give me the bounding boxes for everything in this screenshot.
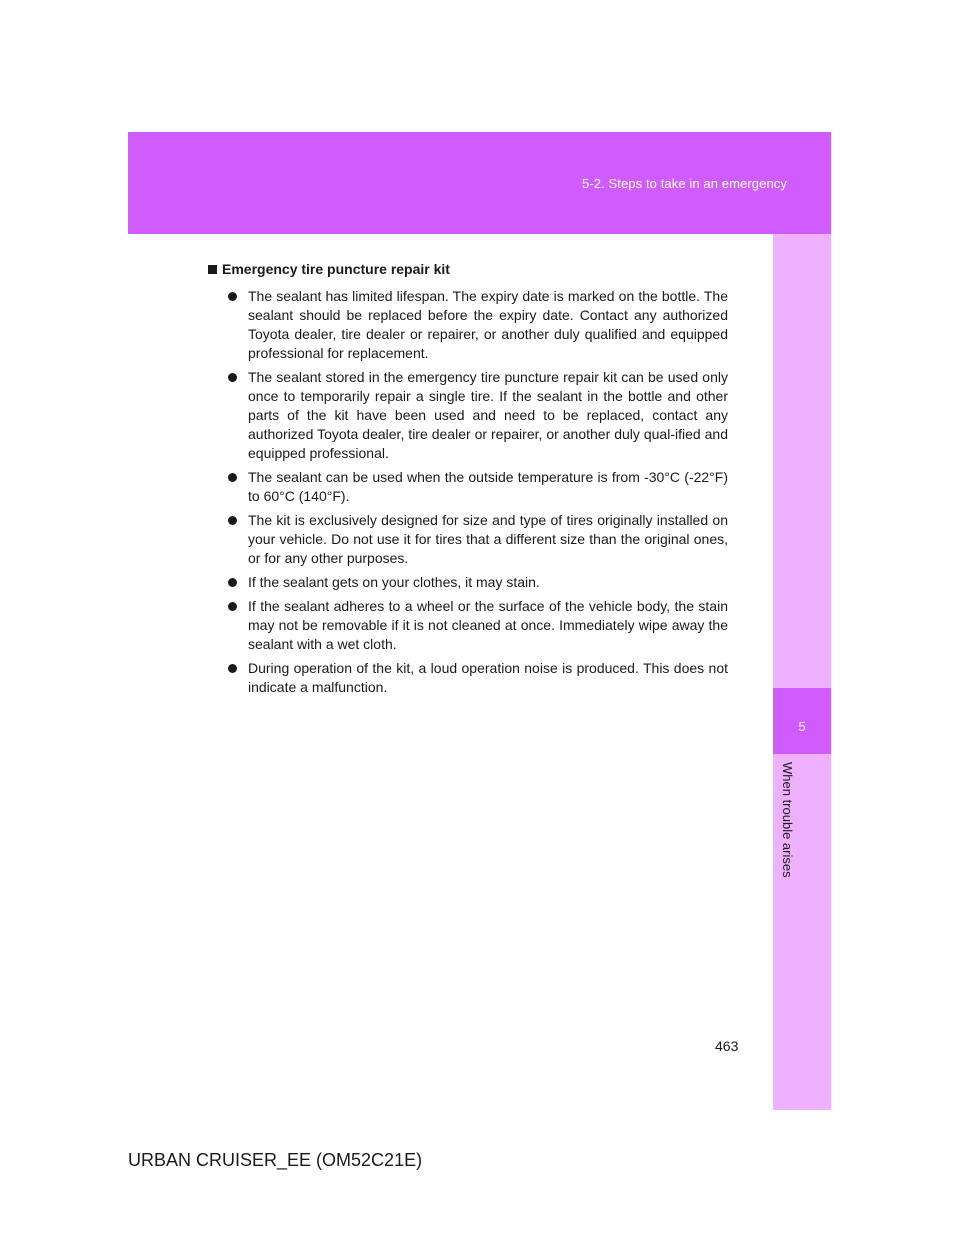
bullet-dot-icon	[228, 516, 237, 525]
header-band	[128, 132, 831, 234]
bullet-dot-icon	[228, 578, 237, 587]
page-content	[208, 258, 728, 702]
list-item-text: The kit is exclusively designed for size and type of tires originally installed on your vehicle. Do not use it for tires that a different size than the original ones, or for any other purposes.	[248, 512, 728, 566]
list-item-text: The sealant has limited lifespan. The expiry date is marked on the bottle. The sealant should be replaced before the expiry date. Contact any authorized Toyota dealer, tire dealer or repairer, or another duly qualified and equipped professional for replacement.	[248, 288, 728, 361]
list-item-text: During operation of the kit, a loud operation noise is produced. This does not indicate a malfunction.	[248, 660, 728, 695]
section-title: 5-2. Steps to take in an emergency	[581, 176, 787, 191]
bullet-dot-icon	[228, 664, 237, 673]
section-heading	[208, 258, 728, 280]
square-bullet-icon	[208, 265, 217, 274]
bullet-dot-icon	[228, 602, 237, 611]
list-item	[208, 597, 728, 654]
bullet-list	[208, 287, 728, 697]
chapter-number: 5	[798, 719, 806, 734]
list-item	[208, 659, 728, 697]
list-item-text: The sealant can be used when the outside temperature is from -30°C (-22°F) to 60°C (140°F).	[248, 469, 728, 504]
list-item-text: If the sealant gets on your clothes, it may stain.	[248, 574, 540, 590]
list-item-text: If the sealant adheres to a wheel or the surface of the vehicle body, the stain may not be removable if it is not cleaned at once. Immediately wipe away the sealant with a wet cloth.	[248, 598, 728, 652]
chapter-side-tab	[773, 234, 831, 1110]
list-item	[208, 573, 728, 592]
bullet-dot-icon	[228, 473, 237, 482]
page-number: 463	[715, 1038, 739, 1054]
chapter-title: When trouble arises	[780, 762, 795, 878]
chapter-number-box	[773, 688, 831, 754]
list-item	[208, 511, 728, 568]
footer-model-code: URBAN CRUISER_EE (OM52C21E)	[128, 1150, 423, 1170]
section-heading-text: Emergency tire puncture repair kit	[222, 261, 450, 277]
list-item	[208, 287, 728, 363]
list-item	[208, 468, 728, 506]
bullet-dot-icon	[228, 292, 237, 301]
bullet-dot-icon	[228, 373, 237, 382]
list-item-text: The sealant stored in the emergency tire puncture repair kit can be used only once to temporarily repair a single tire. If the sealant in the bottle and other parts of the kit have been used and need to be replaced, contact any authorized Toyota dealer, tire dealer or repairer, or another duly qual-ified and equipped professional.	[248, 369, 728, 461]
list-item	[208, 368, 728, 463]
